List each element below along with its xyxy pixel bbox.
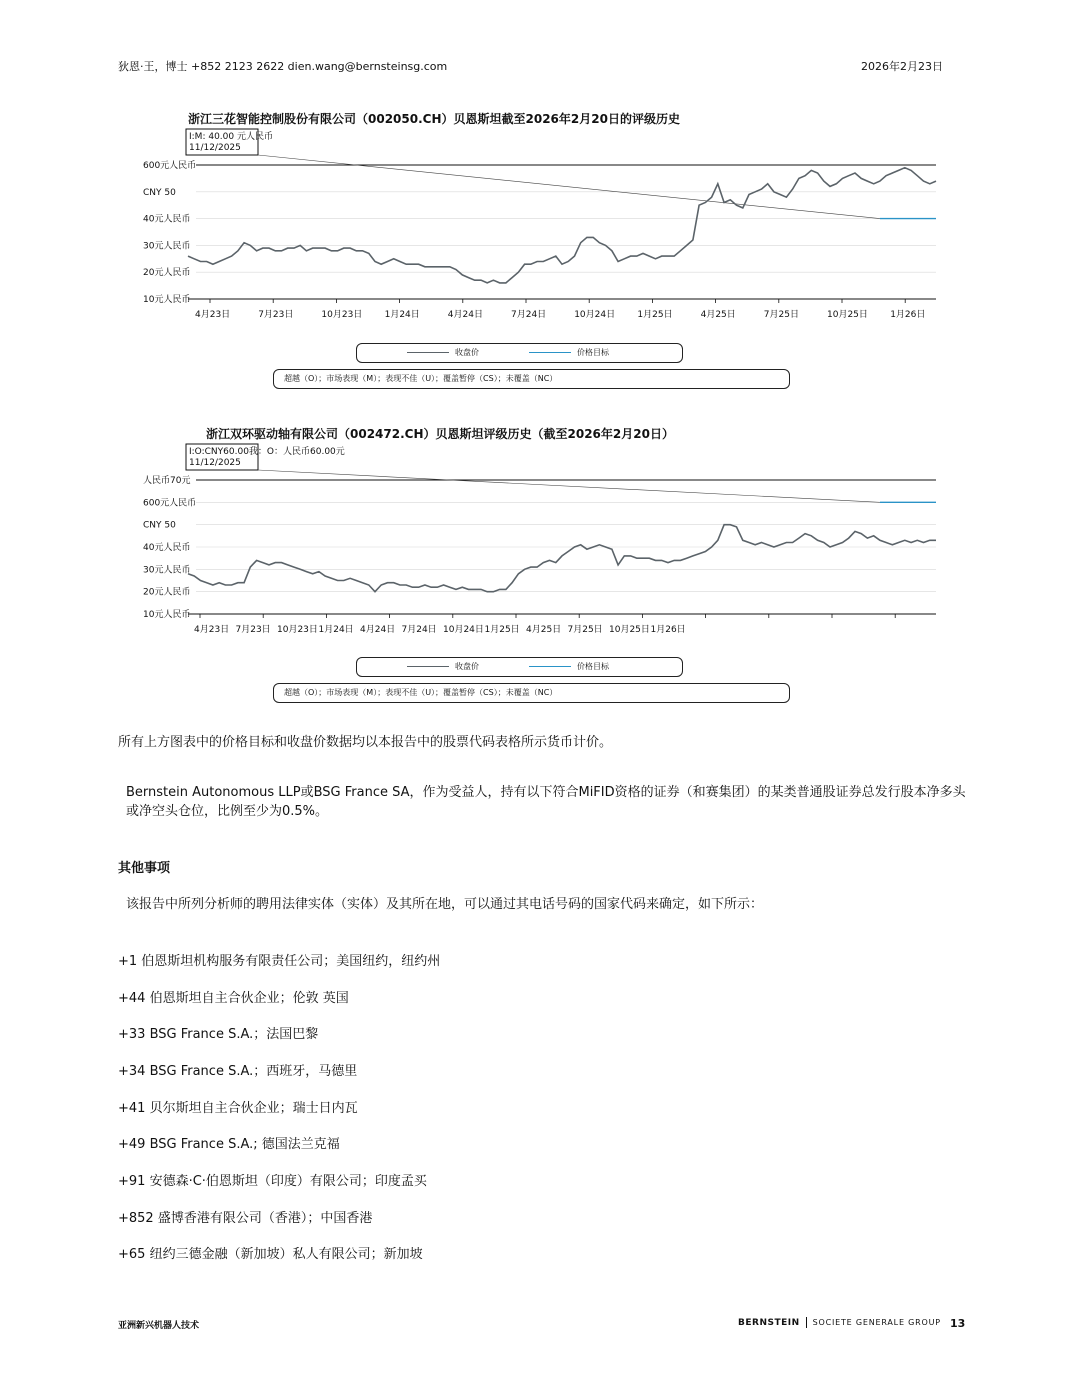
legend-close-swatch [407, 666, 449, 667]
legend-target-swatch [529, 666, 571, 667]
footer-report-title: 亚洲新兴机器人技术 [118, 1321, 200, 1331]
legend-close-swatch [407, 352, 449, 353]
header-date: 2026年2月23日 [861, 60, 943, 73]
brand-divider [806, 1317, 807, 1328]
entity-item: +852 盛博香港有限公司（香港）；中国香港 [118, 1211, 373, 1226]
chart1-ratings: 超越（O）；市场表现（M）；表现不佳（U）；覆盖暂停（CS）；未覆盖（NC） [273, 369, 790, 389]
x-tick-label: 7月25日 [763, 310, 799, 320]
legend-target-swatch [529, 352, 571, 353]
x-tick-label: 10月24日 [574, 310, 616, 320]
other-matters-heading: 其他事项 [118, 861, 171, 876]
footer-logo [738, 1317, 941, 1328]
x-tick-label: 7月24日 [401, 625, 437, 635]
x-tick-label: 1月26日 [890, 310, 926, 320]
legend-close-label: 收盘价 [455, 662, 479, 671]
x-tick-label: 4月23日 [195, 310, 231, 320]
x-tick-label: 7月24日 [511, 310, 547, 320]
x-tick-label: 1月25日 [484, 625, 520, 635]
entity-paragraph: 该报告中所列分析师的聘用法律实体（实体）及其所在地，可以通过其电话号码的国家代码来确定，如下所示： [126, 897, 764, 912]
annotation-leader [258, 470, 880, 502]
entity-item: +1 伯恩斯坦机构服务有限责任公司；美国纽约，纽约州 [118, 954, 441, 969]
y-tick-label: 20元人民币 [143, 587, 191, 598]
x-tick-label: 1月25日 [637, 310, 673, 320]
y-tick-label: 20元人民币 [143, 268, 191, 279]
y-tick-label: 40元人民币 [143, 214, 191, 225]
y-tick-label: CNY 50 [143, 520, 176, 531]
x-tick-label: 7月23日 [258, 310, 294, 320]
x-tick-label: 4月25日 [526, 625, 562, 635]
legend-target [529, 347, 609, 358]
chart2-ratings: 超越（O）；市场表现（M）；表现不佳（U）；覆盖暂停（CS）；未覆盖（NC） [273, 683, 790, 703]
x-tick-label: 10月24日 [443, 625, 484, 635]
rating-annotation-date: 11/12/2025 [189, 143, 241, 153]
entity-item: +49 BSG France S.A.; 德国法兰克福 [118, 1137, 340, 1152]
chart1-title: 浙江三花智能控制股份有限公司（002050.CH）贝恩斯坦截至2026年2月20日的评级历史 [188, 112, 680, 126]
legend-close [407, 347, 479, 358]
brand-name: BERNSTEIN [738, 1317, 800, 1328]
x-tick-label: 7月23日 [235, 625, 271, 635]
y-tick-label: 600元人民币 [143, 498, 197, 509]
rating-annotation-text: I:M: 40.00 元人民币 [189, 132, 273, 142]
y-tick-label: CNY 50 [143, 187, 176, 198]
y-tick-label: 30元人民币 [143, 565, 191, 576]
x-tick-label: 4月25日 [700, 310, 736, 320]
y-tick-label: 人民币70元 [143, 476, 191, 486]
x-tick-label: 10月25日 [609, 625, 650, 635]
rating-annotation-date: 11/12/2025 [189, 458, 241, 468]
y-tick-label: 10元人民币 [143, 295, 191, 305]
y-tick-label: 30元人民币 [143, 241, 191, 252]
legend-target [529, 661, 609, 672]
chart1-legend [356, 343, 683, 363]
close-price-line [188, 525, 936, 592]
entity-item: +44 伯恩斯坦自主合伙企业；伦敦 英国 [118, 991, 349, 1006]
legend-close-label: 收盘价 [455, 348, 479, 357]
legend-close [407, 661, 479, 672]
chart2-legend [356, 657, 683, 677]
chart1-plot [0, 125, 1080, 325]
entity-item: +34 BSG France S.A.；西班牙，马德里 [118, 1064, 358, 1079]
x-tick-label: 1月24日 [318, 625, 354, 635]
entity-item: +65 纽约三德金融（新加坡）私人有限公司；新加坡 [118, 1247, 423, 1262]
entity-item: +91 安德森·C·伯恩斯坦（印度）有限公司；印度孟买 [118, 1174, 427, 1189]
page-number: 13 [950, 1317, 966, 1330]
brand-group: SOCIETE GENERALE GROUP [812, 1318, 941, 1327]
x-tick-label: 1月24日 [384, 310, 420, 320]
entity-item: +33 BSG France S.A.；法国巴黎 [118, 1027, 319, 1042]
y-tick-label: 10元人民币 [143, 610, 191, 620]
mifid-paragraph: Bernstein Autonomous LLP或BSG France SA，作为受益人，持有以下符合MiFID资格的证券（和赛集团）的某类普通股证券总发行股本净多头或净空头仓位，比例至少为0.5%。 [126, 785, 966, 819]
chart2-plot [0, 440, 1080, 640]
header-author: 狄恩·王，博士 +852 2123 2622 dien.wang@bernsteinsg.com [118, 60, 448, 73]
legend-target-label: 价格目标 [577, 348, 609, 357]
rating-annotation-text: I:O:CNY60.00我：O：人民币60.00元 [189, 447, 345, 457]
legend-target-label: 价格目标 [577, 662, 609, 671]
y-tick-label: 40元人民币 [143, 543, 191, 553]
x-tick-label: 4月24日 [447, 310, 483, 320]
x-tick-label: 10月25日 [827, 310, 868, 320]
x-tick-label: 7月25日 [567, 625, 603, 635]
chart2-title: 浙江双环驱动轴有限公司（002472.CH）贝恩斯坦评级历史（截至2026年2月20日） [206, 427, 674, 441]
y-tick-label: 600元人民币 [143, 161, 197, 171]
x-tick-label: 4月23日 [194, 625, 230, 635]
entity-item: +41 贝尔斯坦自主合伙企业；瑞士日内瓦 [118, 1101, 358, 1116]
currency-note: 所有上方图表中的价格目标和收盘价数据均以本报告中的股票代码表格所示货币计价。 [118, 735, 613, 750]
x-tick-label: 10月23日 [321, 310, 363, 320]
close-price-line [188, 168, 936, 283]
x-tick-label: 1月26日 [650, 625, 686, 635]
x-tick-label: 10月23日 [277, 625, 318, 635]
x-tick-label: 4月24日 [360, 625, 396, 635]
